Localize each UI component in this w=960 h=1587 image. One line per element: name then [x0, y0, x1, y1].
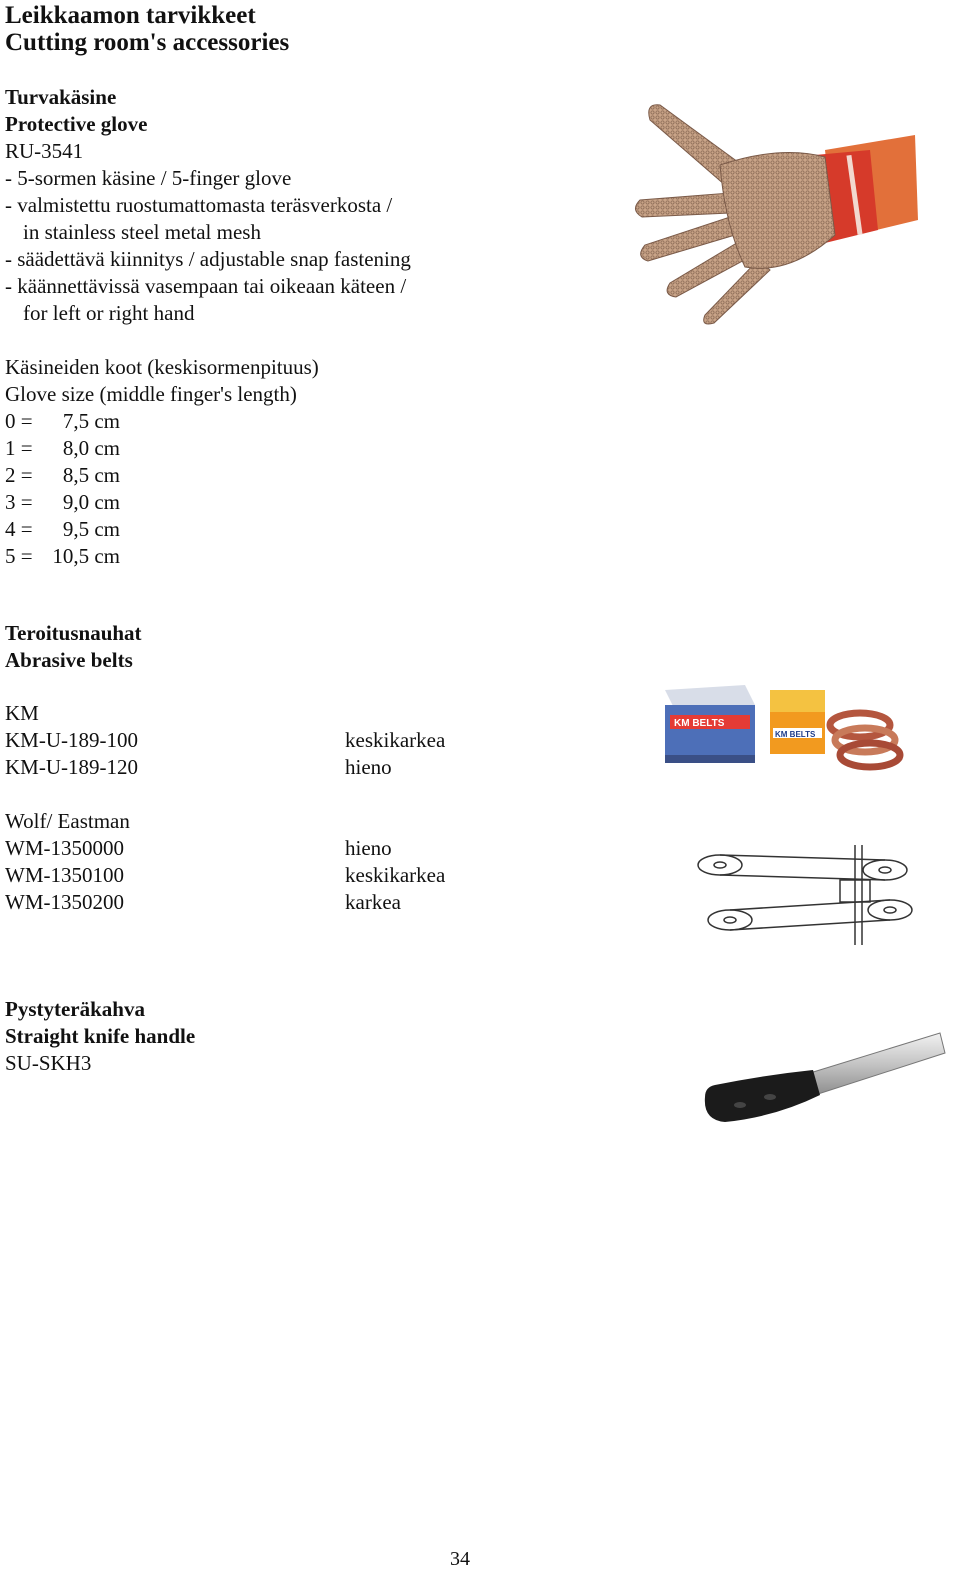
size-number: 4 =	[5, 517, 33, 541]
glove-name-en: Protective glove	[5, 112, 148, 136]
glove-size-row	[5, 543, 411, 570]
box-label: KM BELTS	[775, 730, 816, 739]
glove-size-row	[5, 516, 411, 543]
handle-name-en: Straight knife handle	[5, 1024, 196, 1048]
belt-code: WM-1350100	[5, 863, 124, 887]
belt-grade: keskikarkea	[345, 863, 446, 887]
glove-size-row	[5, 435, 411, 462]
glove-size-row	[5, 462, 411, 489]
size-length: 8,0 cm	[62, 436, 120, 460]
belts-name-fi: Teroitusnauhat	[5, 621, 142, 645]
belt-code: WM-1350000	[5, 836, 124, 860]
glove-feature: for left or right hand	[23, 301, 195, 325]
glove-text-block	[5, 84, 411, 570]
size-length: 9,5 cm	[62, 517, 120, 541]
belt-grade: keskikarkea	[345, 728, 446, 752]
handle-text-block	[5, 996, 195, 1077]
belts-heading-block	[5, 620, 142, 674]
glove-feature: - 5-sormen käsine / 5-finger glove	[5, 166, 292, 190]
straight-knife-photo	[695, 1025, 950, 1130]
belts-brand-km: KM	[5, 701, 39, 725]
size-length: 10,5 cm	[52, 544, 120, 568]
belt-grade: hieno	[345, 836, 392, 860]
size-number: 2 =	[5, 463, 33, 487]
glove-feature: in stainless steel metal mesh	[23, 220, 261, 244]
size-length: 9,0 cm	[62, 490, 120, 514]
size-number: 5 =	[5, 544, 33, 568]
handle-name-fi: Pystyteräkahva	[5, 997, 145, 1021]
glove-sizes-heading-en: Glove size (middle finger's length)	[5, 382, 297, 406]
size-number: 0 =	[5, 409, 33, 433]
handle-code: SU-SKH3	[5, 1051, 92, 1075]
glove-name-fi: Turvakäsine	[5, 85, 117, 109]
page-title: Leikkaamon tarvikkeet	[5, 2, 256, 29]
belt-sander-drawing	[690, 840, 920, 950]
size-number: 1 =	[5, 436, 33, 460]
belt-code: KM-U-189-100	[5, 728, 138, 752]
mesh-glove-photo	[630, 95, 920, 325]
belt-code: KM-U-189-120	[5, 755, 138, 779]
glove-sizes-heading-fi: Käsineiden koot (keskisormenpituus)	[5, 355, 319, 379]
size-number: 3 =	[5, 490, 33, 514]
page-subtitle: Cutting room's accessories	[5, 29, 290, 56]
glove-size-row	[5, 408, 411, 435]
size-length: 8,5 cm	[62, 463, 120, 487]
glove-feature: - käännettävissä vasempaan tai oikeaan käteen /	[5, 274, 407, 298]
glove-size-row	[5, 489, 411, 516]
belt-grade: hieno	[345, 755, 392, 779]
belts-name-en: Abrasive belts	[5, 648, 133, 672]
box-label: KM BELTS	[674, 718, 725, 729]
glove-feature: - valmistettu ruostumattomasta teräsverkosta /	[5, 193, 393, 217]
belt-code: WM-1350200	[5, 890, 124, 914]
belts-brand-wolf: Wolf/ Eastman	[5, 809, 130, 833]
page-number: 34	[450, 1548, 470, 1570]
glove-code: RU-3541	[5, 139, 84, 163]
glove-feature: - säädettävä kiinnitys / adjustable snap fastening	[5, 247, 411, 271]
km-belts-boxes-photo	[660, 680, 915, 785]
belt-grade: karkea	[345, 890, 401, 914]
size-length: 7,5 cm	[62, 409, 120, 433]
